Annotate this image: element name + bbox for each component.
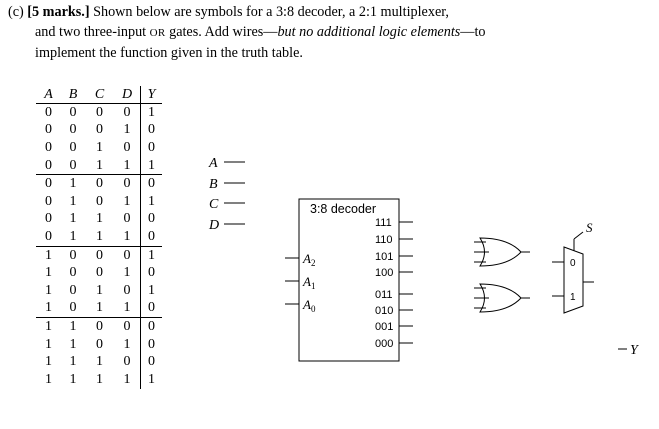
multiplexer (552, 220, 594, 313)
cell-d: 0 (114, 246, 141, 264)
cell-y: 1 (141, 246, 163, 264)
problem-text-2b: gates. Add wires— (169, 24, 278, 40)
cell-d: 0 (123, 282, 131, 298)
or-word: OR (149, 27, 166, 39)
cell-a: 0 (45, 193, 52, 209)
cell-y: 0 (141, 300, 163, 318)
cell-y: 0 (141, 122, 163, 140)
problem-text-2c: but no additional logic elements (277, 24, 461, 40)
cell-d: 1 (123, 193, 131, 209)
cell-d: 1 (123, 157, 131, 173)
mux-select-leader (574, 232, 583, 239)
cell-y: 1 (141, 371, 163, 389)
mux-in0-label: 0 (570, 258, 576, 269)
cell-y: 0 (141, 228, 163, 246)
cell-d: 0 (114, 318, 141, 336)
cell-c: 1 (96, 157, 103, 173)
cell-y: 0 (141, 336, 163, 354)
decoder-output-000-label: 000 (375, 338, 394, 350)
decoder (285, 199, 413, 361)
cell-a: 1 (36, 318, 61, 336)
cell-y: 0 (141, 318, 163, 336)
cell-a: 0 (45, 139, 52, 155)
decoder-input-a0-label: $A_0$ (303, 297, 316, 314)
cell-c: 0 (85, 246, 114, 264)
input-labels (208, 156, 245, 233)
cell-b: 1 (69, 193, 77, 209)
cell-b: 1 (69, 336, 77, 352)
cell-a: 1 (45, 336, 52, 352)
marks-label: [5 marks.] (27, 4, 90, 20)
cell-a: 1 (45, 354, 52, 370)
cell-b: 1 (69, 371, 77, 387)
problem-text-2d: —to (460, 24, 486, 40)
decoder-title: 3:8 decoder (310, 202, 377, 216)
cell-a: 0 (45, 104, 52, 120)
cell-b: 1 (69, 354, 77, 370)
cell-b: 0 (69, 282, 77, 298)
cell-c: 0 (96, 336, 103, 352)
header-y: Y (141, 86, 163, 104)
header-a: A (36, 86, 61, 104)
cell-a: 0 (45, 211, 52, 227)
cell-a: 1 (45, 265, 52, 281)
cell-y: 0 (141, 139, 163, 157)
cell-d: 1 (123, 228, 131, 244)
cell-d: 0 (114, 175, 141, 193)
problem-text-1: Shown below are symbols for a 3:8 decoder, a 2:1 multiplexer, (93, 4, 449, 20)
input-label-c: C (209, 197, 219, 212)
or-gate-1 (474, 238, 530, 266)
cell-a: 1 (45, 282, 52, 298)
cell-d: 1 (123, 265, 131, 281)
cell-d: 0 (123, 211, 131, 227)
decoder-output-101-label: 101 (375, 251, 394, 263)
cell-b: 0 (69, 122, 77, 138)
cell-y: 1 (141, 282, 163, 300)
cell-a: 1 (45, 371, 52, 387)
decoder-output-111-label: 111 (375, 217, 392, 229)
cell-d: 1 (123, 336, 131, 352)
output-y (618, 343, 640, 358)
mux-body (564, 247, 583, 313)
cell-a: 0 (36, 175, 61, 193)
cell-c: 1 (96, 282, 103, 298)
cell-d: 0 (123, 354, 131, 370)
cell-c: 1 (96, 300, 103, 316)
cell-b: 0 (69, 265, 77, 281)
header-c: C (85, 86, 114, 104)
mux-select-label: S (586, 220, 593, 235)
cell-d: 1 (123, 122, 131, 138)
cell-b: 0 (69, 139, 77, 155)
cell-c: 1 (96, 211, 103, 227)
input-label-a: A (209, 156, 218, 171)
input-label-b: B (209, 177, 218, 192)
cell-c: 0 (85, 175, 114, 193)
decoder-output-011-label: 011 (375, 289, 393, 301)
cell-b: 0 (69, 300, 77, 316)
cell-b: 0 (61, 246, 85, 264)
cell-d: 1 (123, 371, 131, 387)
cell-y: 1 (141, 193, 163, 211)
output-y-label: Y (630, 343, 638, 358)
cell-b: 1 (61, 318, 85, 336)
cell-y: 1 (141, 157, 163, 175)
input-label-d: D (209, 218, 220, 233)
cell-c: 0 (96, 193, 103, 209)
cell-c: 1 (96, 371, 103, 387)
cell-c: 1 (96, 228, 103, 244)
decoder-input-a1-label: $A_1$ (303, 274, 316, 291)
cell-y: 0 (141, 211, 163, 229)
cell-b: 0 (69, 157, 77, 173)
decoder-input-a2-label: $A_2$ (303, 251, 316, 268)
cell-a: 0 (45, 157, 52, 173)
decoder-output-001-label: 001 (375, 321, 394, 333)
cell-d: 0 (123, 104, 131, 120)
cell-a: 1 (36, 246, 61, 264)
cell-b: 1 (69, 211, 77, 227)
cell-b: 0 (69, 104, 77, 120)
cell-b: 1 (69, 228, 77, 244)
part-label: (c) (8, 4, 24, 20)
or-gate-2 (474, 284, 530, 312)
header-d: D (114, 86, 141, 104)
cell-a: 0 (45, 122, 52, 138)
cell-y: 0 (141, 353, 163, 371)
cell-c: 1 (96, 139, 103, 155)
cell-d: 0 (123, 139, 131, 155)
problem-text-3: implement the function given in the truth table. (35, 45, 303, 61)
cell-a: 0 (45, 228, 52, 244)
cell-y: 1 (141, 104, 163, 122)
decoder-output-110-label: 110 (375, 234, 393, 246)
cell-y: 0 (141, 264, 163, 282)
cell-b: 1 (61, 175, 85, 193)
cell-c: 0 (96, 122, 103, 138)
cell-y: 0 (141, 175, 163, 193)
cell-a: 1 (45, 300, 52, 316)
mux-in1-label: 1 (570, 292, 576, 303)
header-b: B (61, 86, 85, 104)
decoder-output-010-label: 010 (375, 305, 394, 317)
cell-c: 0 (96, 265, 103, 281)
cell-c: 1 (96, 354, 103, 370)
problem-text-2a: and two three-input (35, 24, 147, 40)
cell-c: 0 (96, 104, 103, 120)
decoder-output-100-label: 100 (375, 267, 394, 279)
cell-c: 0 (85, 318, 114, 336)
cell-d: 1 (123, 300, 131, 316)
